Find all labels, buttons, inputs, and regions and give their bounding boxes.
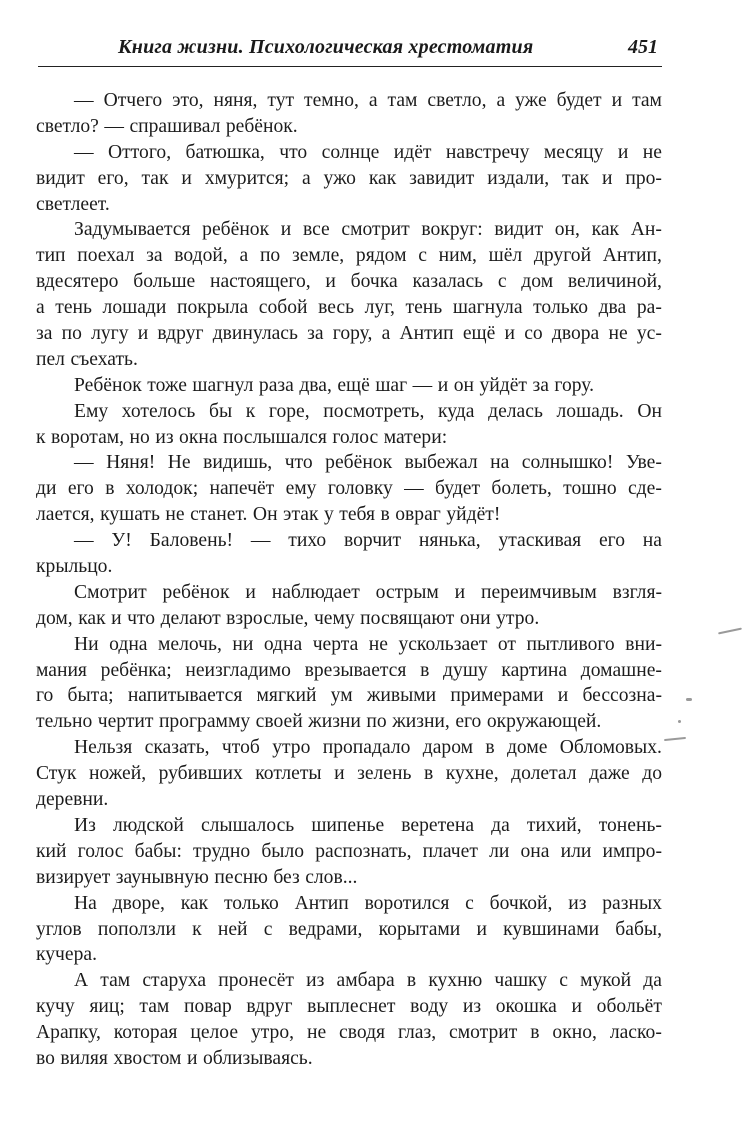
scan-speck-mark bbox=[678, 720, 681, 723]
text-line: дом, как и что делают взрослые, чему посвящают они утро. bbox=[36, 607, 540, 629]
text-line: Ребёнок тоже шагнул раза два, ещё шаг — и он уйдёт за гору. bbox=[74, 374, 595, 396]
text-line: Смотрит ребёнок и наблюдает острым и переимчивым взгля- bbox=[74, 581, 662, 603]
text-line: кучу яиц; там повар вдруг выплеснет воду из окошка и обольёт bbox=[36, 996, 662, 1018]
body-text bbox=[36, 88, 662, 1072]
text-line: тельно чертит программу своей жизни по жизни, его окружающей. bbox=[36, 711, 602, 733]
text-line: Из людской слышалось шипенье веретена да тихий, тонень- bbox=[74, 814, 662, 836]
text-line: Ему хотелось бы к горе, посмотреть, куда делась лошадь. Он bbox=[74, 400, 662, 422]
text-line: к воротам, но из окна послышался голос матери: bbox=[36, 426, 448, 448]
text-line: во виляя хвостом и облизываясь. bbox=[36, 1047, 313, 1069]
text-line: — У! Баловень! — тихо ворчит нянька, утаскивая его на bbox=[74, 530, 662, 552]
text-line: ди его в холодок; напечёт ему головку — будет болеть, тошно сде- bbox=[36, 478, 662, 500]
scan-speck-mark bbox=[718, 628, 742, 635]
text-line: визирует заунывную песню без слов... bbox=[36, 866, 358, 888]
running-title: Книга жизни. Психологическая хрестоматия bbox=[118, 36, 534, 58]
page-number: 451 bbox=[628, 36, 658, 58]
text-line: вдесятеро больше настоящего, и бочка казалась с дом величиной, bbox=[36, 271, 662, 293]
text-line: — Отчего это, няня, тут темно, а там светло, а уже будет и там bbox=[74, 90, 662, 111]
text-line: А там старуха пронесёт из амбара в кухню чашку с мукой да bbox=[74, 970, 662, 992]
text-line: кучера. bbox=[36, 944, 97, 966]
text-line: светло? — спрашивал ребёнок. bbox=[36, 115, 298, 137]
scan-speck-mark bbox=[664, 737, 686, 741]
text-line: го быта; напитывается мягкий ум живыми примерами и бессозна- bbox=[36, 685, 662, 707]
text-line: пел съехать. bbox=[36, 348, 138, 370]
text-line: Стук ножей, рубивших котлеты и зелень в кухне, долетал даже до bbox=[36, 763, 662, 785]
text-line: — Няня! Не видишь, что ребёнок выбежал на солнышко! Уве- bbox=[74, 452, 662, 474]
text-line: лается, кушать не станет. Он этак у тебя в овраг уйдёт! bbox=[36, 504, 501, 526]
scan-speck-mark bbox=[686, 698, 692, 701]
text-line: крыльцо. bbox=[36, 556, 113, 578]
text-line: видит его, так и хмурится; а ужо как завидит издали, так и про- bbox=[36, 167, 662, 189]
text-line: Нельзя сказать, чтоб утро пропадало даром в доме Обломовых. bbox=[74, 737, 662, 759]
text-line: тип поехал за водой, а по земле, рядом с ним, шёл другой Антип, bbox=[36, 245, 662, 267]
text-line: кий голос бабы: трудно было распознать, плачет ли она или импро- bbox=[36, 840, 662, 862]
text-line: а тень лошади покрыла собой весь луг, тень шагнула только два ра- bbox=[36, 297, 662, 319]
text-line: деревни. bbox=[36, 789, 109, 811]
text-line: Задумывается ребёнок и все смотрит вокруг: видит он, как Ан- bbox=[74, 219, 662, 241]
text-line: — Оттого, батюшка, что солнце идёт навстречу месяцу и не bbox=[74, 141, 662, 163]
text-line: Арапку, которая целое утро, не сводя глаз, смотрит в окно, ласко- bbox=[36, 1022, 662, 1044]
text-line: мания ребёнка; неизгладимо врезывается в душу картина домашне- bbox=[36, 659, 662, 681]
text-line: углов поползли к ней с ведрами, корытами и кувшинами бабы, bbox=[36, 918, 662, 940]
text-line: На дворе, как только Антип воротился с бочкой, из разных bbox=[74, 892, 662, 914]
text-line: за по лугу и вдруг двинулась за гору, а Антип ещё и со двора не ус- bbox=[36, 323, 662, 345]
running-header bbox=[38, 34, 662, 67]
text-line: Ни одна мелочь, ни одна черта не ускользает от пытливого вни- bbox=[74, 633, 662, 655]
text-line: светлеет. bbox=[36, 193, 110, 215]
